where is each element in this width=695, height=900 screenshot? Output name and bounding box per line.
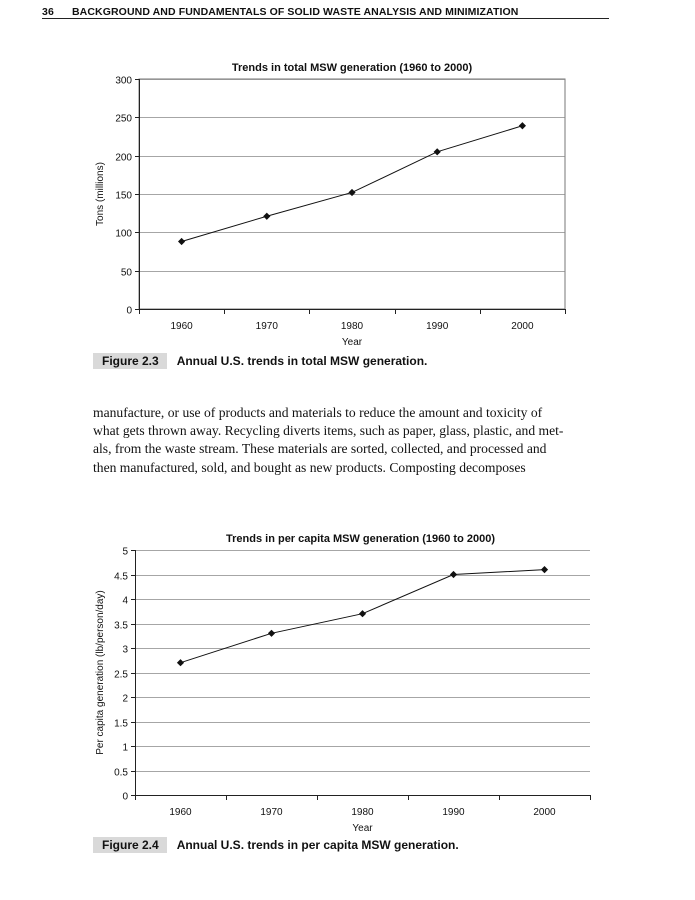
- data-point: [263, 213, 270, 220]
- y-tick-label: 3.5: [114, 620, 128, 632]
- y-tick-label: 250: [115, 113, 132, 125]
- page-number: 36: [42, 6, 54, 18]
- y-tick-label: 4: [122, 595, 128, 607]
- x-tick-label: 1970: [260, 807, 283, 818]
- y-tick-label: 5: [122, 546, 128, 558]
- data-point: [359, 610, 366, 617]
- figure-2-4-caption: [93, 837, 459, 853]
- figure-2-3-label: Figure 2.3: [93, 353, 167, 369]
- y-tick-label: 1.5: [114, 718, 128, 730]
- figure-2-3-text: Annual U.S. trends in total MSW generation.: [176, 354, 428, 368]
- y-tick-label: 3: [122, 644, 128, 656]
- data-point: [541, 566, 548, 573]
- figure-2-3-caption: [93, 353, 427, 369]
- figure-2-4-label: Figure 2.4: [93, 837, 167, 853]
- series-line: [182, 126, 523, 242]
- running-head: [42, 6, 609, 19]
- chart-title: Trends in total MSW generation (1960 to 2000): [231, 62, 473, 74]
- body-line: manufacture, or use of products and materials to reduce the amount and toxicity of: [93, 405, 543, 420]
- data-point: [450, 571, 457, 578]
- plot-area: [135, 550, 590, 795]
- data-point: [434, 148, 441, 155]
- body-line: then manufactured, sold, and bought as new products. Composting decomposes: [93, 459, 526, 475]
- body-line: what gets thrown away. Recycling diverts items, such as paper, glass, plastic, and met-: [93, 423, 564, 439]
- body-line: als, from the waste stream. These materials are sorted, collected, and processed and: [93, 441, 547, 457]
- y-tick-label: 1: [122, 742, 128, 754]
- body-paragraph: [93, 404, 609, 477]
- y-tick-label: 2.5: [114, 669, 128, 681]
- per-capita-msw-chart: [0, 525, 695, 835]
- total-msw-chart: [0, 55, 695, 345]
- total-msw-chart-svg: [0, 55, 695, 345]
- x-tick-label: 1980: [351, 807, 374, 818]
- x-tick-label: 2000: [533, 807, 556, 818]
- running-title: BACKGROUND AND FUNDAMENTALS OF SOLID WASTE ANALYSIS AND MINIMIZATION: [72, 6, 519, 18]
- y-tick-label: 200: [115, 152, 132, 164]
- y-tick-label: 4.5: [114, 571, 128, 583]
- x-tick-label: 1990: [426, 321, 449, 332]
- data-point: [519, 122, 526, 129]
- y-tick-label: 50: [120, 267, 132, 279]
- per-capita-msw-chart-svg: [0, 525, 695, 835]
- x-tick-label: 1970: [255, 321, 278, 332]
- chart-title: Trends in per capita MSW generation (1960 to 2000): [226, 533, 495, 545]
- y-tick-label: 2: [122, 693, 128, 705]
- x-axis-label: Year: [341, 337, 363, 345]
- y-tick-label: 0.5: [114, 767, 128, 779]
- x-axis-label: Year: [352, 823, 373, 834]
- y-axis-label: Tons (millions): [95, 162, 106, 226]
- x-tick-label: 1990: [442, 807, 465, 818]
- x-tick-label: 1980: [340, 321, 364, 332]
- data-point: [178, 238, 185, 245]
- y-axis-label: Per capita generation (lb/person/day): [95, 590, 106, 755]
- y-tick-label: 100: [115, 228, 132, 240]
- x-tick-label: 1960: [169, 807, 192, 818]
- data-point: [348, 189, 355, 196]
- y-tick-label: 0: [122, 791, 128, 803]
- x-tick-label: 2000: [511, 321, 534, 332]
- data-point: [268, 630, 275, 637]
- data-point: [177, 659, 184, 666]
- figure-2-4-text: Annual U.S. trends in per capita MSW generation.: [176, 838, 459, 852]
- y-tick-label: 300: [115, 75, 132, 87]
- x-tick-label: 1960: [170, 321, 193, 332]
- y-tick-label: 150: [115, 190, 132, 202]
- y-tick-label: 0: [126, 305, 132, 317]
